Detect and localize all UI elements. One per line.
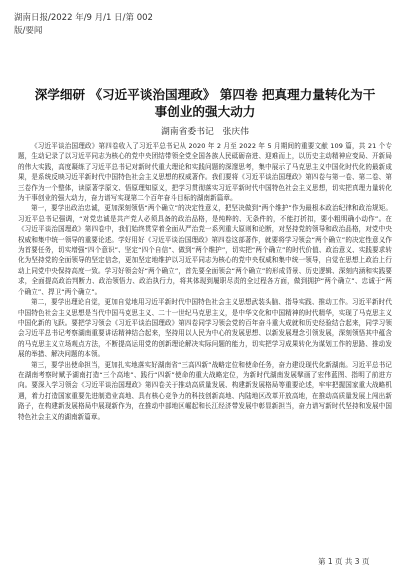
page-number: 第 1 页 共 3 页 (318, 557, 370, 566)
publication-info (14, 12, 153, 38)
article-paragraph: 第一，要学出政治忠诚，更加深刻领悟“两个确立”的决定性意义，把坚决做到“两个维护”作为最根本政治纪律和政治规矩。习近平总书记强调，“对党忠诚是共产党人必须具备的政治品格，是纯粹的、无条件的，不能打折扣，要小粗明确小动作”。在《习近平谈治国理政》第四卷中，我们始终贯穿着全面从严治党一系列重大原则和论断，对坚持党的领导和政治品格，对党中央权威和集中统一领导的重要论述。学好用好《习近平谈治国理政》第四卷这部著作，就要将学习领会“两个确立”的决定性意义作为首要任务，切实增强“四个意识”、坚定“四个自信”、做到“两个维护”，切实把“两个确立”的时代价值、政治意义、实践要求转化为坚持党的全面领导的坚定信念，更加坚定地维护以习近平同志为核心的党中央权威和集中统一领导，自觉在思想上政治上行动上同党中央保持高度一致。学习好领会好“两个确立”，首先要全面领会“两个确立”的形成背景、历史逻辑、深刻内涵和实践要求，全面提高政治判断力、政治领悟力、政治执行力，将其体现到履职尽责的全过程各方面，做到拥护“两个确立”、忠诚于“两个确立”、捍卫“两个确立”。 (18, 204, 392, 296)
article-body (18, 141, 392, 422)
article-title (18, 86, 392, 120)
article-paragraph: 第三，要学出使命担当，更加扎实地落实好湖南省“三高四新”战略定位和使命任务，奋力建设现代化新湖南。习近平总书记在湖南考察时赋予湖南打造“三个高地”、践行“四新”使命的重大战略定位，为新时代湖南发展擘画了宏伟蓝图、指明了前进方向。要深入学习领会《习近平谈治国理政》第四卷关于推动高质量发展、构建新发展格局等重要论述，牢牢把握国家重大战略机遇，着力打造国家重要先进制造业高地、具有核心竞争力的科技创新高地、内陆地区改革开放高地，在推动高质量发展上闯出新路子，在构建新发展格局中展现新作为，在推动中部地区崛起和长江经济带发展中彰显新担当，奋力谱写新时代坚持和发展中国特色社会主义的湖南新篇章。 (18, 360, 392, 421)
article-paragraph: 《习近平谈治国理政》第四卷收入了习近平总书记从 2020 年 2 月至 2022 年 5 月期间的重要文献 109 篇，共 21 个专题，生动记录了以习近平同志为核心的党中央团结带领全党全国各族人民砥砺奋进、迎难而上，以历史主动精神应变局、开新局的伟大实践，高度凝练了习近平总书记对新时代重大理论和实践问题的深邃思考，集中展示了马克思主义中国化时代化的最新成果，是系统反映习近平新时代中国特色社会主义思想的权威著作。我们要将《习近平谈治国理政》第四卷与第一卷、第二卷、第三卷作为一个整体，读原著学原文、悟原理知原义，把学习贯彻落实习近平新时代中国特色社会主义思想，切实把真理力量转化为干事创业的强大动力，奋力谱写实现第二个百年奋斗目标的湖南新篇章。 (18, 142, 392, 203)
publication-info-line-2: 版/要闻 (14, 26, 43, 36)
publication-info-line-1: 湖南日报/2022 年/9 月/1 日/第 002 (14, 13, 153, 23)
article-title-line-2: 事创业的强大动力 (154, 104, 256, 119)
article-paragraph: 第二，要学出理论自觉，更加自觉地用习近平新时代中国特色社会主义思想武装头脑、指导实践、推动工作。习近平新时代中国特色社会主义思想是当代中国马克思主义、二十一世纪马克思主义，是中华文化和中国精神的时代精华，实现了马克思主义中国化新的飞跃。要把学习领会《习近平谈治国理政》第四卷同学习领会党的百年奋斗重大成就和历史经验结合起来，同学习领会习近平总书记考察湖南重要讲话精神结合起来，坚持用以人民为中心的发展思想、以新发展理念引领发展，深刻领悟其中蕴含的马克思主义立场观点方法，不断提高运用党的创新理论解决实际问题的能力，切实把学习成果转化为谋划工作的思路、推动发展的举措、解决问题的本领。 (18, 298, 392, 359)
article-byline: 湖南省委书记 张庆伟 (161, 127, 249, 137)
article-title-line-1: 深学细研 《习近平谈治国理政》 第四卷 把真理力量转化为干 (34, 87, 376, 102)
